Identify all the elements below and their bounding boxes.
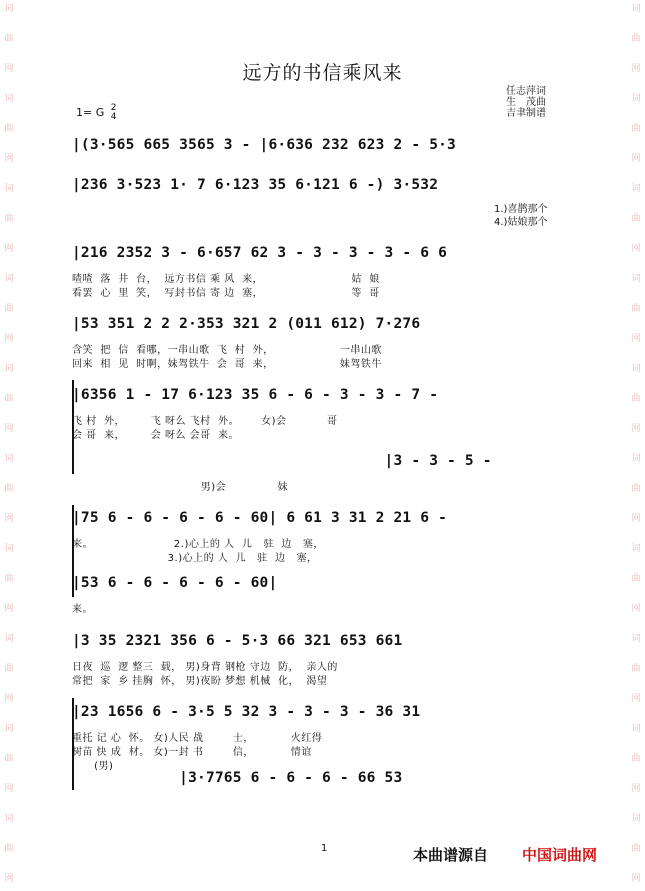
watermark-char: 网 — [4, 514, 14, 524]
lyric-row: 日夜 巡 逻 整三 载， 男)身背 钢枪 守边 防， 亲人的 — [72, 662, 338, 673]
watermark-char: 曲 — [4, 664, 14, 674]
watermark-char: 曲 — [4, 574, 14, 584]
lyric-row: 来。 2.)心上的 人 儿 驻 边 塞， — [72, 539, 324, 550]
lyric-row: 来。 — [72, 604, 93, 615]
watermark-char: 曲 — [631, 664, 641, 674]
watermark-char: 词 — [631, 454, 641, 464]
lyric-row: 常把 家 乡 挂胸 怀， 男)夜盼 梦想 机械 化， 渴望 — [72, 676, 328, 687]
watermark-char: 曲 — [631, 754, 641, 764]
watermark-char: 网 — [631, 424, 641, 434]
lyric-row: 含笑 把 信 看哪，一串山歌 飞 村 外， 一串山歌 — [72, 345, 382, 356]
lyricist-credit: 任志萍词 — [506, 86, 546, 97]
watermark-char: 词 — [4, 724, 14, 734]
page-number: 1 — [321, 843, 328, 854]
watermark-char: 词 — [631, 274, 641, 284]
score-row: |3 35 2321 356 6 - 5·3 66 321 653 661 — [72, 633, 403, 649]
watermark-char: 词 — [631, 4, 641, 14]
score-row: |53 351 2 2 2·353 321 2 (011 612) 7·276 — [72, 316, 421, 332]
watermark-char: 词 — [4, 94, 14, 104]
lyric-row: 会 哥 来， 会 呀么 会哥 来。 — [72, 430, 240, 441]
watermark-char: 词 — [4, 184, 14, 194]
watermark-char: 词 — [4, 274, 14, 284]
lyric-row: 飞 村 外， 飞 呀么 飞村 外。 女)会 哥 — [72, 416, 338, 427]
lyric-row: 喳喳 落 井 台， 远方书信 乘 风 来， 姑 娘 — [72, 274, 380, 285]
watermark-char: 网 — [631, 244, 641, 254]
watermark-char: 词 — [631, 634, 641, 644]
watermark-char: 网 — [631, 514, 641, 524]
watermark-char: 曲 — [4, 214, 14, 224]
score-row: |3 - 3 - 5 - — [72, 453, 492, 469]
watermark-right — [629, 0, 643, 891]
watermark-char: 网 — [631, 874, 641, 884]
watermark-char: 曲 — [4, 124, 14, 134]
time-signature — [111, 104, 117, 122]
composer-credit: 生 茂曲 — [506, 97, 546, 108]
lyric-row: 男)会 妹 — [72, 482, 289, 493]
watermark-char: 曲 — [631, 34, 641, 44]
watermark-left — [2, 0, 16, 891]
song-title: 远方的书信乘风来 — [242, 62, 403, 84]
watermark-char: 曲 — [4, 484, 14, 494]
watermark-char: 网 — [4, 64, 14, 74]
watermark-char: 词 — [631, 544, 641, 554]
watermark-char: 词 — [4, 364, 14, 374]
watermark-char: 曲 — [4, 394, 14, 404]
watermark-char: 曲 — [4, 844, 14, 854]
score-row: |3·7765 6 - 6 - 6 - 66 53 — [72, 770, 403, 786]
watermark-char: 网 — [631, 334, 641, 344]
watermark-char: 词 — [631, 814, 641, 824]
score-row: |216 2352 3 - 6·657 62 3 - 3 - 3 - 3 - 6 6 — [72, 245, 448, 261]
watermark-char: 词 — [4, 4, 14, 14]
verse-label: 4.)姑娘那个 — [494, 217, 548, 228]
credits — [506, 86, 546, 119]
watermark-char: 网 — [4, 784, 14, 794]
watermark-char: 网 — [631, 154, 641, 164]
key-label: 1= G — [76, 106, 105, 119]
watermark-char: 曲 — [4, 304, 14, 314]
watermark-char: 网 — [4, 874, 14, 884]
score-row: |75 6 - 6 - 6 - 6 - 60| 6 61 3 31 2 21 6 - — [72, 510, 448, 526]
watermark-char: 曲 — [631, 214, 641, 224]
watermark-char: 词 — [4, 454, 14, 464]
watermark-char: 网 — [4, 424, 14, 434]
watermark-char: 词 — [631, 184, 641, 194]
score-row: |23 1656 6 - 3·5 5 32 3 - 3 - 3 - 36 31 — [72, 704, 421, 720]
time-bottom: 4 — [110, 112, 117, 122]
score-row: |6356 1 - 17 6·123 35 6 - 6 - 3 - 3 - 7 - — [72, 387, 439, 403]
watermark-char: 曲 — [4, 754, 14, 764]
footer-site-link[interactable]: 中国词曲网 — [522, 846, 598, 864]
watermark-char: 网 — [631, 784, 641, 794]
score-row: |(3·565 665 3565 3 - |6·636 232 623 2 - 5·3 — [72, 137, 456, 153]
footer-source: 本曲谱源自 — [413, 846, 489, 864]
watermark-char: 网 — [4, 604, 14, 614]
watermark-char: 曲 — [631, 304, 641, 314]
verse-label: 1.)喜鹊那个 — [494, 204, 548, 215]
watermark-char: 网 — [4, 244, 14, 254]
score-row: |53 6 - 6 - 6 - 6 - 60| — [72, 575, 278, 591]
key-signature — [76, 104, 116, 122]
watermark-char: 网 — [4, 334, 14, 344]
watermark-char: 曲 — [631, 484, 641, 494]
watermark-char: 网 — [4, 154, 14, 164]
watermark-char: 网 — [4, 694, 14, 704]
watermark-char: 词 — [631, 724, 641, 734]
lyric-row: 重托 记 心 怀。 女)人民 战 士， 火红得 — [72, 733, 323, 744]
arranger-credit: 吉聿制谱 — [506, 108, 546, 119]
watermark-char: 词 — [4, 814, 14, 824]
lyric-row: 树苗 快 成 材。 女)一封 书 信， 情谊 — [72, 747, 312, 758]
watermark-char: 曲 — [631, 574, 641, 584]
score-row: |236 3·523 1· 7 6·123 35 6·121 6 -) 3·532 — [72, 177, 439, 193]
watermark-char: 曲 — [4, 34, 14, 44]
watermark-char: 曲 — [631, 844, 641, 854]
time-top: 2 — [110, 103, 117, 113]
watermark-char: 曲 — [631, 124, 641, 134]
watermark-char: 词 — [631, 94, 641, 104]
watermark-char: 网 — [631, 694, 641, 704]
lyric-row: 看罢 心 里 笑， 写封书信 寄 边 塞， 等 哥 — [72, 288, 380, 299]
watermark-char: 词 — [4, 634, 14, 644]
watermark-char: 词 — [631, 364, 641, 374]
lyric-row: (男) — [72, 761, 114, 772]
lyric-row: 回来 相 见 时啊，妹驾铁牛 会 哥 来， 妹驾铁牛 — [72, 359, 382, 370]
watermark-char: 网 — [631, 64, 641, 74]
lyric-row: 3.)心上的 人 儿 驻 边 塞， — [72, 553, 318, 564]
watermark-char: 词 — [4, 544, 14, 554]
watermark-char: 曲 — [631, 394, 641, 404]
watermark-char: 网 — [631, 604, 641, 614]
